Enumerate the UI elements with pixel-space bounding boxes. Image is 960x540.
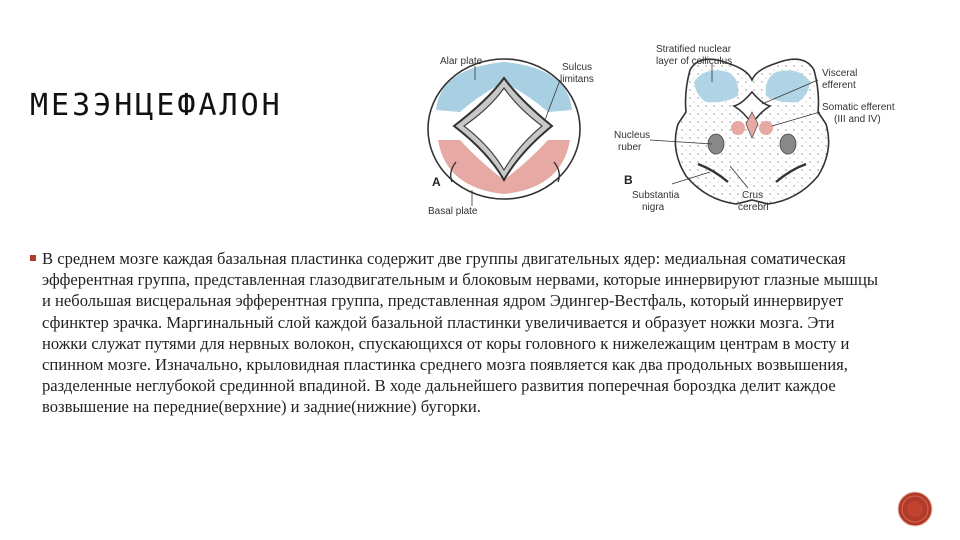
label-basal-plate: Basal plate — [428, 206, 478, 217]
body-text-block — [30, 248, 880, 418]
nucleus-ruber-right — [780, 134, 796, 154]
bullet-marker — [30, 255, 36, 261]
label-visceral-1: Visceral — [822, 68, 858, 79]
label-somatic-1: Somatic efferent — [822, 102, 895, 113]
mesencephalon-diagram — [0, 0, 960, 260]
label-substantia-2: nigra — [642, 202, 665, 213]
figure-b-letter: B — [624, 173, 633, 187]
slide-title: МЕЗЭНЦЕФАЛОН — [30, 88, 283, 123]
label-stratified-1: Stratified nuclear — [656, 44, 732, 55]
label-nucleus-2: ruber — [618, 142, 642, 153]
label-nucleus-1: Nucleus — [614, 130, 651, 141]
label-sulcus-2: limitans — [560, 74, 594, 85]
body-paragraph: В среднем мозге каждая базальная пластинка содержит две группы двигательных ядер: медиальная соматическая эфферентная группа, представленная глазодвигательным и блоковым нервами, которые иннервируют глазные мышцы и небольшая висцеральная эфферентная группа, представленная ядром Эдингер-Вестфаль, который иннервирует сфинктер зрачка. Маргинальный слой каждой базальной пластинки увеличивается и образует ножки мозга. Эти ножки служат путями для нервных волокон, спускающихся от коры головного к нижележащим центрам в мосту и спинном мозге. Изначально, крыловидная пластинка среднего мозга появляется как два продольных возвышения, разделенные неглубокой срединной впадиной. В ходе дальнейшего развития поперечная бороздка делит каждое возвышение на передние(верхние) и задние(нижние) бугорки. — [42, 249, 878, 417]
figure-b — [614, 44, 895, 213]
label-crus-2: cerebri — [738, 202, 769, 213]
label-visceral-2: efferent — [822, 80, 856, 91]
label-crus-1: Crus — [742, 190, 764, 201]
label-somatic-2: (III and IV) — [834, 114, 881, 125]
label-stratified-2: layer of colliculus — [656, 56, 733, 67]
label-sulcus-1: Sulcus — [562, 62, 593, 73]
label-substantia-1: Substantia — [632, 190, 680, 201]
label-alar-plate: Alar plate — [440, 56, 483, 67]
figure-a-letter: A — [432, 175, 441, 189]
figure-a — [428, 56, 594, 217]
slide-badge-icon — [897, 491, 933, 527]
